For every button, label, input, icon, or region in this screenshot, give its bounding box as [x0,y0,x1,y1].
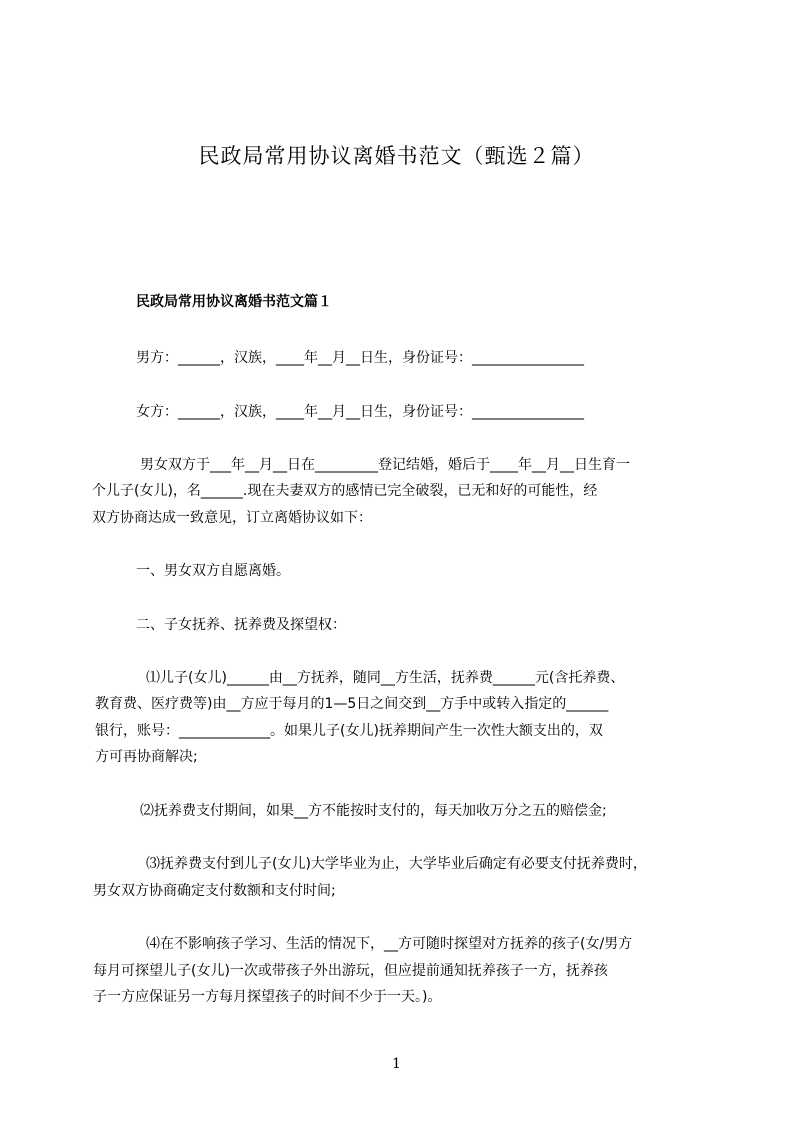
male-party-text: 男方：______，汉族，____年__月__日生，身份证号：________________ [136,350,584,366]
clause-2-line-1: ⑵抚养费支付期间，如果__方不能按时支付的，每天加收万分之五的赔偿金; [140,803,607,819]
page-number: 1 [392,1056,401,1072]
clause-4-line-2: 每月可探望儿子(女儿)一次或带孩子外出游玩，但应提前通知抚养孩子一方，抚养孩 [93,963,608,979]
item-one-text: 一、男女双方自愿离婚。 [136,563,290,579]
clause-4-line-3: 子一方应保证另一方每月探望孩子的时间不少于一天。)。 [93,989,442,1005]
intro-line-3: 双方协商达成一致意见，订立离婚协议如下： [92,510,372,526]
intro-line-2: 个儿子(女儿)，名______.现在夫妻双方的感情已完全破裂，已无和好的可能性，经 [92,483,598,499]
clause-1-line-1: ⑴儿子(女儿)______由__方抚养，随同__方生活，抚养费______元(含托养费、 [146,670,625,686]
clause-1-line-4: 方可再协商解决; [95,749,198,765]
section-heading: 民政局常用协议离婚书范文篇１ [136,294,332,310]
clause-1-line-3: 银行，账号：_____________。如果儿子(女儿)抚养期间产生一次性大额支出的，双 [95,723,603,739]
clause-3-line-1: ⑶抚养费支付到儿子(女儿)大学毕业为止，大学毕业后确定有必要支付抚养费时， [146,856,647,872]
document-title: 民政局常用协议离婚书范文（甄选２篇） [198,144,595,168]
item-two-text: 二、子女抚养、抚养费及探望权： [136,617,346,633]
clause-4-line-1: ⑷在不影响孩子学习、生活的情况下，__方可随时探望对方抚养的孩子(女/男方 [146,936,633,952]
female-party-text: 女方：______，汉族，____年__月__日生，身份证号：________________ [136,404,584,420]
clause-1-line-2: 教育费、医疗费等)由__方应于每月的1—5日之间交到__方手中或转入指定的______ [95,696,609,712]
clause-3-line-2: 男女双方协商确定支付数额和支付时间; [93,883,336,899]
intro-line-1: 男女双方于___年__月__日在_________登记结婚，婚后于____年__月__日生育一 [140,457,630,473]
